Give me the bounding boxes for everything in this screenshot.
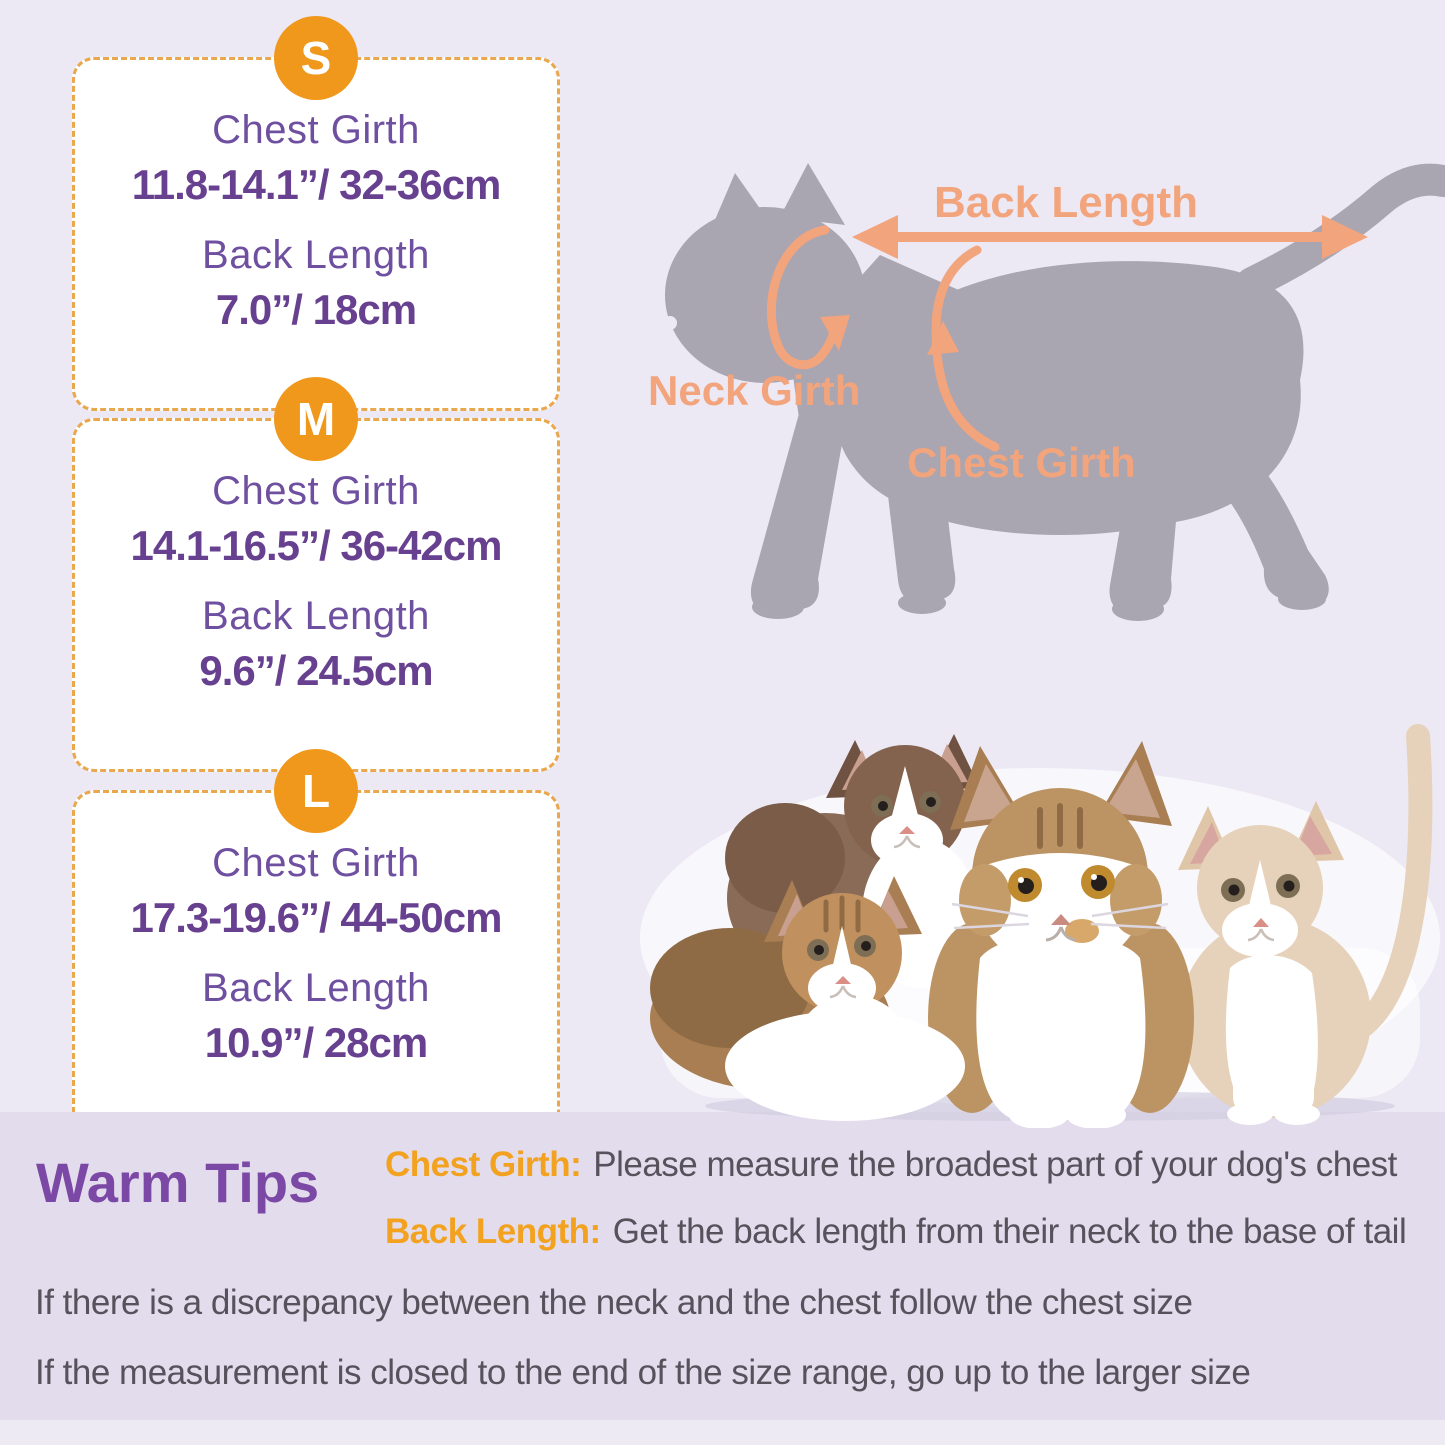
cats-photo-illustration <box>620 688 1445 1128</box>
tip-chest-girth-text: Please measure the broadest part of your dog's chest <box>593 1145 1397 1184</box>
size-badge-m: M <box>274 377 358 461</box>
size-card-s <box>72 32 560 411</box>
adult-tabby-cat <box>928 741 1194 1128</box>
tip-chest-girth-label: Chest Girth: <box>385 1145 582 1184</box>
note-discrepancy: If there is a discrepancy between the neck and the chest follow the chest size <box>35 1283 1193 1322</box>
neck-girth-diagram-label: Neck Girth <box>648 367 861 414</box>
bottom-strip <box>0 1420 1445 1445</box>
tip-chest-girth <box>385 1145 1397 1185</box>
chest-girth-measure <box>131 469 502 570</box>
back-length-diagram-label: Back Length <box>933 178 1199 227</box>
size-card-l <box>72 765 560 1144</box>
chest-girth-label: Chest Girth <box>212 108 420 152</box>
back-length-value: 9.6”/ 24.5cm <box>199 647 433 694</box>
tip-back-length-text: Get the back length from their neck to the base of tail <box>612 1212 1407 1251</box>
back-length-measure <box>202 966 430 1067</box>
chest-girth-label: Chest Girth <box>212 841 420 885</box>
size-badge-l: L <box>274 749 358 833</box>
tip-back-length-label: Back Length: <box>385 1212 601 1251</box>
back-length-label: Back Length <box>202 233 430 277</box>
back-length-value: 10.9”/ 28cm <box>204 1019 428 1066</box>
back-length-label: Back Length <box>202 966 430 1010</box>
chest-girth-measure <box>132 108 501 209</box>
note-size-range: If the measurement is closed to the end of the size range, go up to the larger size <box>35 1353 1251 1392</box>
back-length-measure <box>202 233 430 334</box>
chest-girth-diagram-label: Chest Girth <box>907 439 1136 486</box>
size-card-m <box>72 393 560 772</box>
chest-girth-value: 11.8-14.1”/ 32-36cm <box>131 161 501 208</box>
measurement-diagram <box>640 155 1445 635</box>
chest-girth-value: 14.1-16.5”/ 36-42cm <box>130 522 502 569</box>
back-length-value: 7.0”/ 18cm <box>215 286 417 333</box>
size-badge-s: S <box>274 16 358 100</box>
back-length-measure <box>199 594 432 695</box>
chest-girth-value: 17.3-19.6”/ 44-50cm <box>130 894 502 941</box>
chest-girth-label: Chest Girth <box>212 469 420 513</box>
chest-girth-measure <box>131 841 502 942</box>
warm-tips-title: Warm Tips <box>36 1151 320 1214</box>
back-length-label: Back Length <box>202 594 430 638</box>
tip-back-length <box>385 1212 1406 1252</box>
